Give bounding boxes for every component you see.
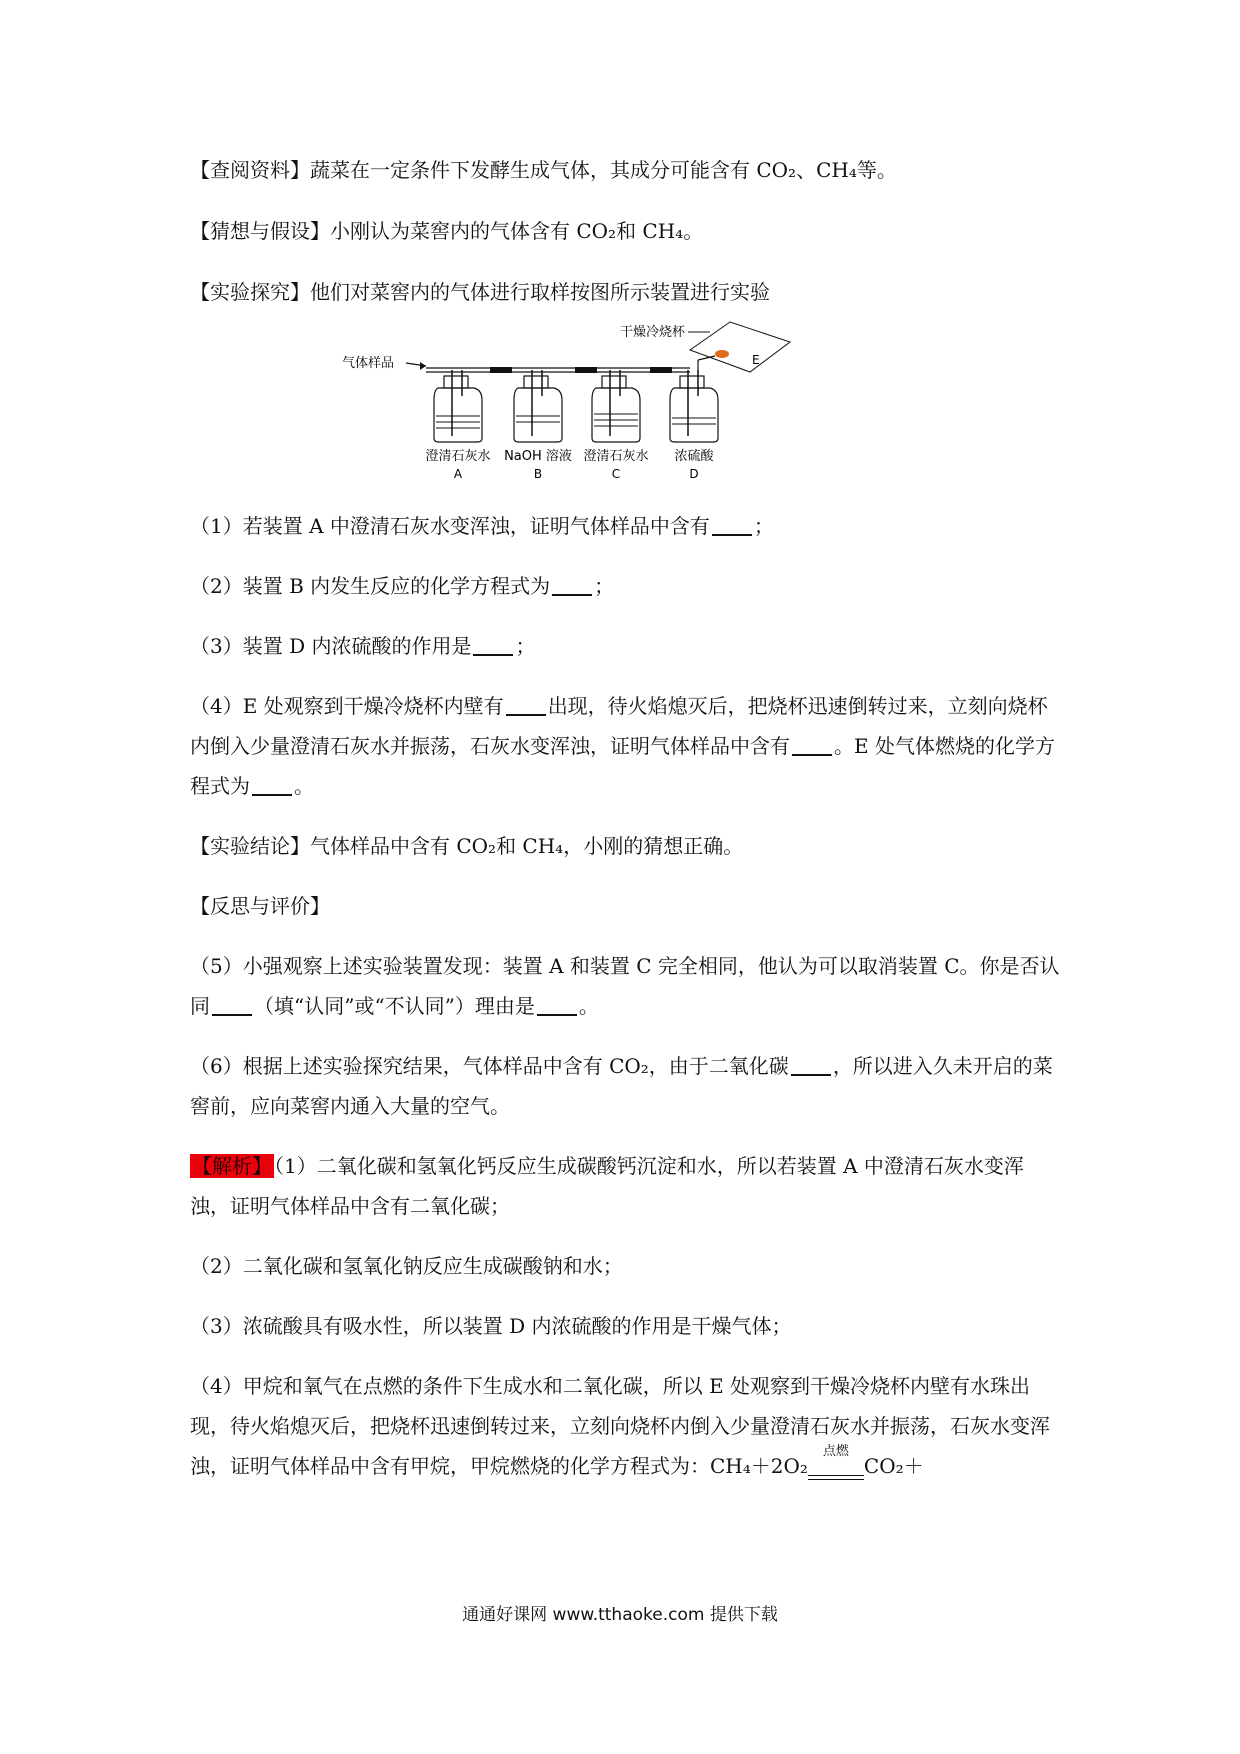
bottle-c-icon: [592, 370, 640, 442]
answer-blank: [473, 634, 513, 656]
analysis-label: 【解析】: [192, 1154, 272, 1178]
equals-sign-icon: [808, 1475, 864, 1480]
bottle-a-icon: [434, 370, 482, 442]
bottle-b-icon: [514, 370, 562, 442]
dry-beaker-label: 干燥冷烧杯: [620, 325, 686, 340]
label-e: E: [752, 353, 760, 367]
question-1: （1）若装置 A 中澄清石灰水变浑浊，证明气体样品中含有 ；: [190, 514, 774, 538]
apparatus-diagram: [190, 320, 1060, 490]
answer-blank: [252, 774, 292, 796]
beaker-icon: [690, 322, 790, 372]
bottle-a-letter: A: [453, 467, 463, 481]
analysis-4: （4）甲烷和氧气在点燃的条件下生成水和二氧化碳，所以 E 处观察到干燥冷烧杯内壁有水珠出现，待火焰熄灭后，把烧杯迅速倒转过来，立刻向烧杯内倒入少量澄清石灰水并振荡，石灰水变浑浊，证明气体样品中含有甲烷，甲烷燃烧的化学方程式为：CH₄＋2O₂ 点燃 CO₂＋: [190, 1366, 1060, 1486]
bottle-a-reagent: 澄清石灰水: [425, 449, 491, 464]
answer-blank: [537, 994, 577, 1016]
answer-blank: [712, 514, 752, 536]
bottle-d-letter: D: [689, 467, 699, 481]
document-body: [190, 150, 1060, 1486]
arrow-head-icon: [420, 362, 426, 370]
analysis-3: （3）浓硫酸具有吸水性，所以装置 D 内浓硫酸的作用是干燥气体；: [190, 1314, 792, 1338]
page-footer: 通通好课网 www.tthaoke.com 提供下载: [462, 1605, 778, 1625]
rubber-connector-icon: [650, 367, 672, 373]
question-3: （3）装置 D 内浓硫酸的作用是 ；: [190, 634, 536, 658]
bottle-d-reagent: 浓硫酸: [674, 449, 714, 464]
answer-blank: [791, 1054, 831, 1076]
paragraph-experiment: 【实验探究】他们对菜窖内的气体进行取样按图所示装置进行实验: [190, 280, 770, 304]
paragraph-reflection: 【反思与评价】: [190, 894, 330, 918]
paragraph-conclusion: 【实验结论】气体样品中含有 CO₂和 CH₄，小刚的猜想正确。: [190, 834, 744, 858]
rubber-connector-icon: [575, 367, 597, 373]
answer-blank: [792, 734, 832, 756]
question-2: （2）装置 B 内发生反应的化学方程式为 ；: [190, 574, 615, 598]
answer-blank: [552, 574, 592, 596]
gas-sample-label: 气体样品: [342, 356, 395, 371]
question-4: （4）E 处观察到干燥冷烧杯内壁有 出现，待火焰熄灭后，把烧杯迅速倒转过来，立刻向烧杯内倒入少量澄清石灰水并振荡，石灰水变浑浊，证明气体样品中含有 。E 处气体燃烧的化学方程式为 。: [190, 694, 1055, 798]
paragraph-references: 【查阅资料】蔬菜在一定条件下发酵生成气体，其成分可能含有 CO₂、CH₄等。: [190, 158, 897, 182]
question-6: （6）根据上述实验探究结果，气体样品中含有 CO₂，由于二氧化碳 ，所以进入久未开启的菜窖前，应向菜窖内通入大量的空气。: [190, 1054, 1053, 1118]
bottle-d-icon: [670, 370, 718, 442]
apparatus-figure: [190, 320, 1060, 490]
bottle-b-reagent: NaOH 溶液: [504, 449, 572, 464]
analysis-2: （2）二氧化碳和氢氧化钠反应生成碳酸钠和水；: [190, 1254, 623, 1278]
bottle-b-letter: B: [533, 467, 543, 481]
reaction-condition: 点燃: [808, 1463, 864, 1486]
paragraph-hypothesis: 【猜想与假设】小刚认为菜窖内的气体含有 CO₂和 CH₄。: [190, 219, 704, 243]
answer-blank: [506, 694, 546, 716]
answer-blank: [212, 994, 252, 1016]
bottle-c-letter: C: [611, 467, 621, 481]
bottle-c-reagent: 澄清石灰水: [583, 449, 649, 464]
rubber-connector-icon: [490, 367, 512, 373]
analysis-1: 【解析】 （1）二氧化碳和氢氧化钙反应生成碳酸钙沉淀和水，所以若装置 A 中澄清石灰水变浑浊，证明气体样品中含有二氧化碳；: [190, 1154, 1024, 1218]
flame-icon: [715, 350, 729, 358]
question-5: （5）小强观察上述实验装置发现：装置 A 和装置 C 完全相同，他认为可以取消装置 C。你是否认同 （填“认同”或“不认同”）理由是 。: [190, 954, 1060, 1018]
